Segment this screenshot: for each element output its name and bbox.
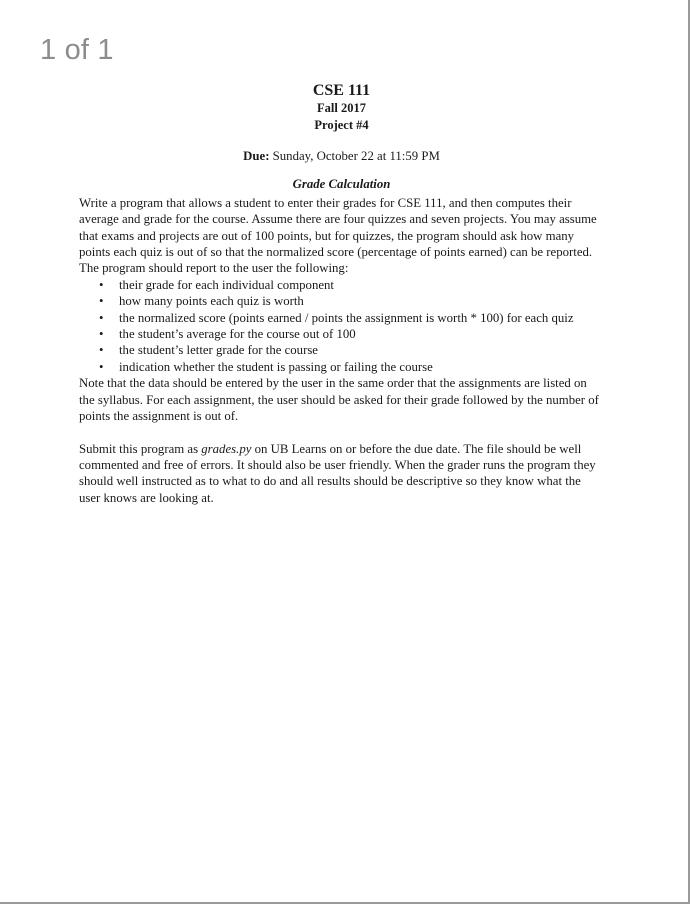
intro-paragraph: Write a program that allows a student to enter their grades for CSE 111, and then computes their average and grade for the course. Assume there are four quizzes and seven projects. You may assume that exams and projects are out of 100 points, but for quizzes, the program should ask how many points each quiz is out of so that the normalized score (percentage of points earned) can be reported. The program should report to the user the following: [79,195,597,276]
due-value: Sunday, October 22 at 11:59 PM [272,149,440,163]
bullet-icon: • [99,327,104,342]
document-page [79,82,604,506]
list-item [99,310,604,326]
due-label: Due: [243,149,270,163]
submit-filename: grades.py [201,441,252,456]
list-item-text: their grade for each individual component [119,277,334,292]
bullet-icon: • [99,294,104,309]
course-title: CSE 111 [312,82,371,99]
requirements-list [79,277,604,375]
note-paragraph: Note that the data should be entered by the user in the same order that the assignments are listed on the syllabus. For each assignment, the user should be asked for their grade followed by the number of points the assignment is out of. [79,376,599,424]
document-header [79,82,604,134]
list-item [99,293,604,309]
list-item-text: the normalized score (points earned / points the assignment is worth * 100) for each quiz [119,310,574,325]
list-item [99,326,604,342]
submit-prefix: Submit this program as [79,441,202,456]
list-item [99,277,604,293]
bullet-icon: • [99,277,104,292]
semester-label: Fall 2017 [317,101,366,115]
page-counter: 1 of 1 [40,34,114,66]
bullet-icon: • [99,310,104,325]
submit-paragraph [79,441,604,507]
bullet-icon: • [99,359,104,374]
list-item-text: indication whether the student is passing or failing the course [119,359,433,374]
list-item [99,359,604,375]
bullet-icon: • [99,343,104,358]
project-label: Project #4 [314,118,369,132]
due-date-line [79,148,604,164]
list-item-text: how many points each quiz is worth [119,294,304,309]
list-item [99,342,604,358]
list-item-text: the student’s average for the course out of 100 [119,327,356,342]
section-title: Grade Calculation [292,177,391,192]
list-item-text: the student’s letter grade for the course [119,343,318,358]
submit-suffix: on UB Learns on or before the due date. The file should be well commented and free of errors. It should also be user friendly. When the grader runs the program they should well instructed as to what to do and all results should be descriptive so they know what the user knows are looking at. [79,441,596,505]
